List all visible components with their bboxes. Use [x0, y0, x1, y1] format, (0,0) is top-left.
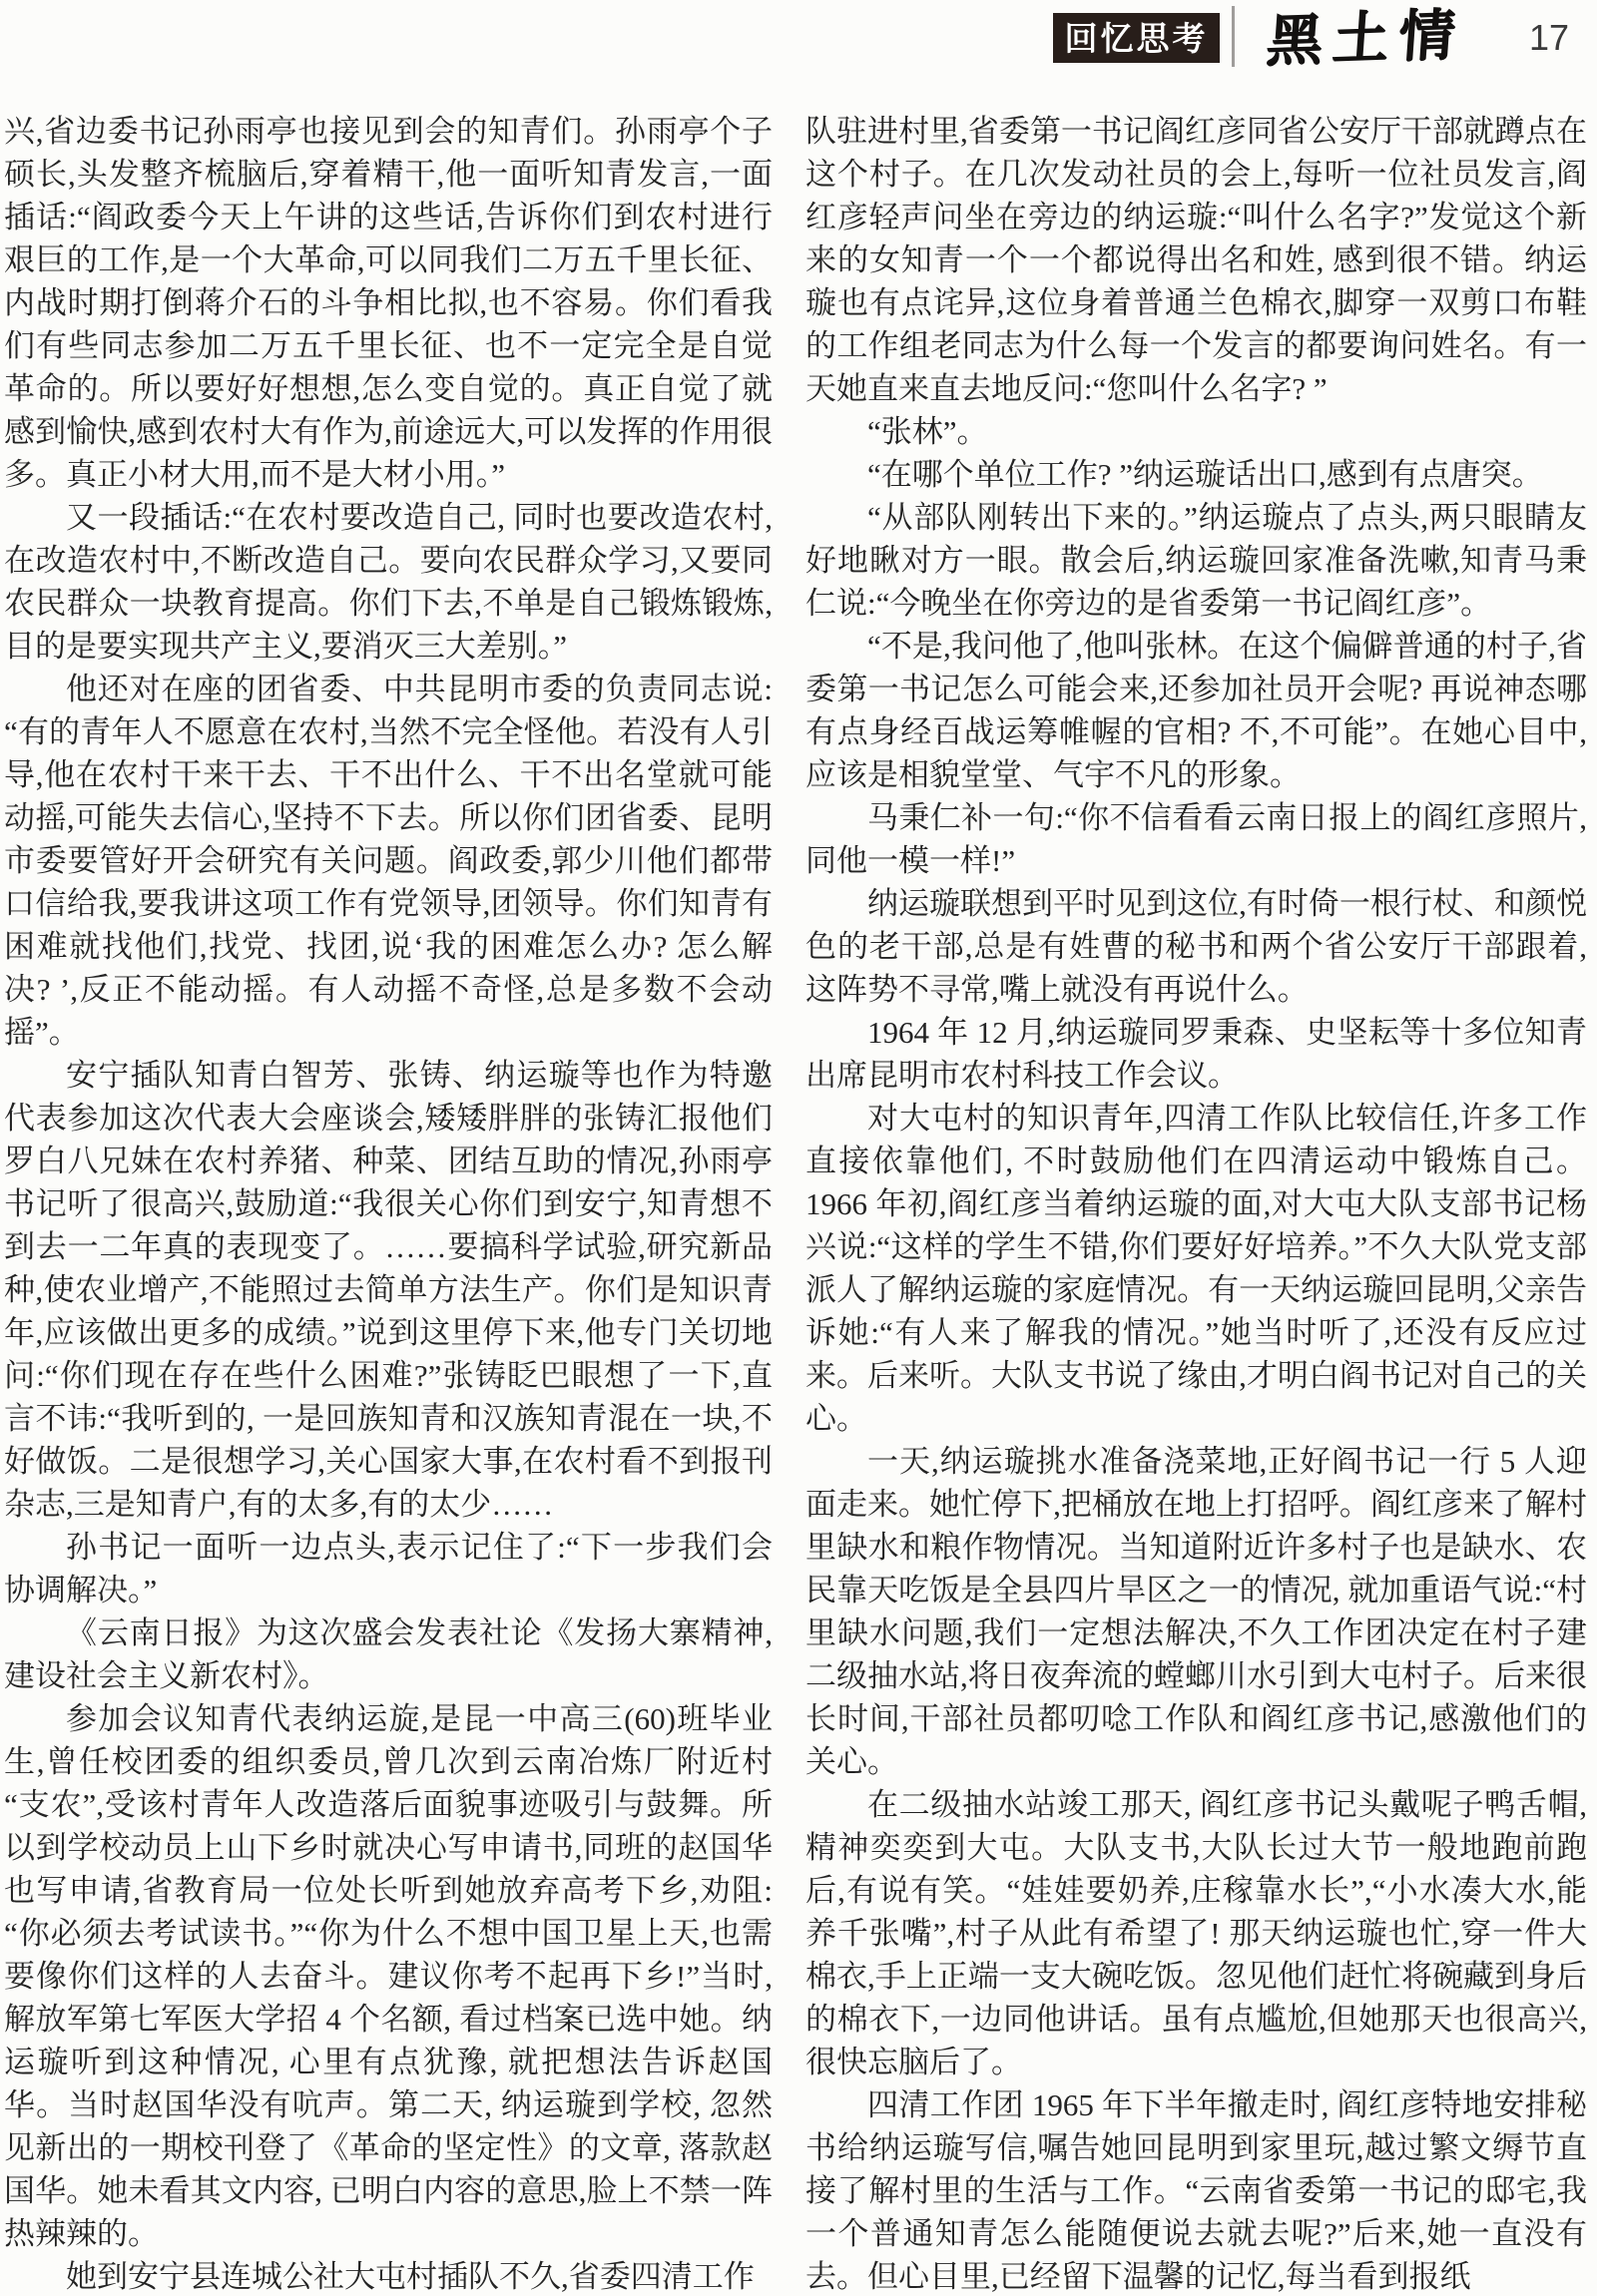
paragraph: 又一段插话:“在农村要改造自己, 同时也要改造农村,在改造农村中,不断改造自己。要向农民群众学习,又要同农民群众一块教育提高。你们下去,不单是自己锻炼锻炼,目的是要实现共产主义,要消灭三大差别。” [4, 500, 773, 664]
paragraph: 他还对在座的团省委、中共昆明市委的负责同志说:“有的青年人不愿意在农村,当然不完全怪他。若没有人引导,他在农村干来干去、干不出什么、干不出名堂就可能动摇,可能失去信心,坚持不下去。所以你们团省委、昆明市委要管好开会研究有关问题。阎政委,郭少川他们都带口信给我,要我讲这项工作有党领导,团领导。你们知青有困难就找他们,找党、找团,说‘我的困难怎么办? 怎么解决? ’,反正不能动摇。有人动摇不奇怪,总是多数不会动摇”。 [4, 672, 773, 1050]
paragraph: 队驻进村里,省委第一书记阎红彦同省公安厅干部就蹲点在这个村子。在几次发动社员的会上,每听一位社员发言,阎红彦轻声问坐在旁边的纳运璇:“叫什么名字?”发觉这个新来的女知青一个一个都说得出名和姓, 感到很不错。纳运璇也有点诧异,这位身着普通兰色棉衣,脚穿一双剪口布鞋的工作组老同志为什么每一个发言的都要询问姓名。有一天她直来直去地反问:“您叫什么名字? ” [805, 114, 1587, 406]
paragraph: 参加会议知青代表纳运旋,是昆一中高三(60)班毕业生,曾任校团委的组织委员,曾几次到云南冶炼厂附近村“支农”,受该村青年人改造落后面貌事迹吸引与鼓舞。所以到学校动员上山下乡时就决心写申请书,同班的赵国华也写申请,省教育局一位处长听到她放弃高考下乡,劝阻:“你必须去考试读书。”“你为什么不想中国卫星上天,也需要像你们这样的人去奋斗。建议你考不起再下乡!”当时,解放军第七军医大学招 4 个名额, 看过档案已选中她。纳运璇听到这种情况, 心里有点犹豫, 就把想法告诉赵国华。当时赵国华没有吭声。第二天, 纳运璇到学校, 忽然见新出的一期校刊登了《革命的坚定性》的文章, 落款赵国华。她未看其文内容, 已明白内容的意思,脸上不禁一阵热辣辣的。 [4, 1701, 773, 2251]
paragraph: 兴,省边委书记孙雨亭也接见到会的知青们。孙雨亭个子硕长,头发整齐梳脑后,穿着精干,他一面听知青发言,一面插话:“阎政委今天上午讲的这些话,告诉你们到农村进行艰巨的工作,是一个大革命,可以同我们二万五千里长征、内战时期打倒蒋介石的斗争相比拟,也不容易。你们看我们有些同志参加二万五千里长征、也不一定完全是自觉革命的。所以要好好想想,怎么变自觉的。真正自觉了就感到愉快,感到农村大有作为,前途远大,可以发挥的作用很多。真正小材大用,而不是大材小用。” [4, 114, 773, 492]
text-column-right [805, 110, 1587, 2296]
paragraph: 四清工作团 1965 年下半年撤走时, 阎红彦特地安排秘书给纳运璇写信,嘱告她回昆明到家里玩,越过繁文缛节直接了解村里的生活与工作。“云南省委第一书记的邸宅,我一个普通知青怎么能随便说去就去呢?”后来,她一直没有去。但心目里,已经留下温馨的记忆,每当看到报纸 [805, 2087, 1587, 2294]
paragraph: 《云南日报》为这次盛会发表社论《发扬大寨精神,建设社会主义新农村》。 [4, 1615, 773, 1693]
paragraph: 她到安宁县连城公社大屯村插队不久,省委四清工作 [66, 2259, 755, 2294]
publication-title-calligraphy: 黑土情 [1264, 4, 1467, 74]
header-divider [1232, 6, 1235, 67]
paragraph: 纳运璇联想到平时见到这位,有时倚一根行杖、和颜悦色的老干部,总是有姓曹的秘书和两个省公安厅干部跟着,这阵势不寻常,嘴上就没有再说什么。 [805, 886, 1587, 1007]
paragraph: 1964 年 12 月,纳运璇同罗秉森、史坚耘等十多位知青出席昆明市农村科技工作会议。 [805, 1015, 1587, 1093]
paragraph: 安宁插队知青白智芳、张铸、纳运璇等也作为特邀代表参加这次代表大会座谈会,矮矮胖胖的张铸汇报他们罗白八兄妹在农村养猪、种菜、团结互助的情况,孙雨亭书记听了很高兴,鼓励道:“我很关心你们到安宁,知青想不到去一二年真的表现变了。……要搞科学试验,研究新品种,使农业增产,不能照过去简单方法生产。你们是知识青年,应该做出更多的成绩。”说到这里停下来,他专门关切地问:“你们现在存在些什么困难?”张铸眨巴眼想了一下,直言不讳:“我听到的, 一是回族知青和汉族知青混在一块,不好做饭。二是很想学习,关心国家大事,在农村看不到报刊杂志,三是知青户,有的太多,有的太少…… [4, 1058, 773, 1522]
masthead [1261, 0, 1470, 78]
paragraph: 在二级抽水站竣工那天, 阎红彦书记头戴呢子鸭舌帽,精神奕奕到大屯。大队支书,大队长过大节一般地跑前跑后,有说有笑。“娃娃要奶养,庄稼靠水长”,“小水凑大水,能养千张嘴”,村子从此有希望了! 那天纳运璇也忙,穿一件大棉衣,手上正端一支大碗吃饭。忽见他们赶忙将碗藏到身后的棉衣下,一边同他讲话。虽有点尴尬,但她那天也很高兴,很快忘脑后了。 [805, 1787, 1587, 2079]
text-column-left [4, 110, 773, 2296]
paragraph: “在哪个单位工作? ”纳运璇话出口,感到有点唐突。 [867, 457, 1543, 492]
paragraph: 一天,纳运璇挑水准备浇菜地,正好阎书记一行 5 人迎面走来。她忙停下,把桶放在地上打招呼。阎红彦来了解村里缺水和粮作物情况。当知道附近许多村子也是缺水、农民靠天吃饭是全县四片旱区之一的情况, 就加重语气说:“村里缺水问题,我们一定想法解决,不久工作团决定在村子建二级抽水站,将日夜奔流的螳螂川水引到大屯村子。后来很长时间,干部社员都叨唸工作队和阎红彦书记,感激他们的关心。 [805, 1444, 1587, 1779]
page-number: 17 [1529, 17, 1570, 58]
section-label: 回忆思考 [1064, 19, 1209, 57]
paragraph: “不是,我问他了,他叫张林。在这个偏僻普通的村子,省委第一书记怎么可能会来,还参加社员开会呢? 再说神态哪有点身经百战运筹帷幄的官相? 不,不可能”。在她心目中,应该是相貌堂堂、气宇不凡的形象。 [805, 629, 1587, 792]
paragraph: “张林”。 [867, 414, 988, 449]
paragraph: 孙书记一面听一边点头,表示记住了:“下一步我们会协调解决。” [4, 1530, 773, 1607]
paragraph: “从部队刚转出下来的。”纳运璇点了点头,两只眼睛友好地瞅对方一眼。散会后,纳运璇回家准备洗嗽,知青马秉仁说:“今晚坐在你旁边的是省委第一书记阎红彦”。 [805, 500, 1587, 621]
paragraph: 马秉仁补一句:“你不信看看云南日报上的阎红彦照片,同他一模一样!” [805, 800, 1587, 878]
section-label-box [1053, 13, 1220, 63]
paragraph: 对大屯村的知识青年,四清工作队比较信任,许多工作直接依靠他们, 不时鼓励他们在四清运动中锻炼自己。1966 年初,阎红彦当着纳运璇的面,对大屯大队支部书记杨兴说:“这样的学生不错,你们要好好培养。”不久大队党支部派人了解纳运璇的家庭情况。有一天纳运璇回昆明,父亲告诉她:“有人来了解我的情况。”她当时听了,还没有反应过来。后来听。大队支书说了缘由,才明白阎书记对自己的关心。 [805, 1101, 1587, 1436]
